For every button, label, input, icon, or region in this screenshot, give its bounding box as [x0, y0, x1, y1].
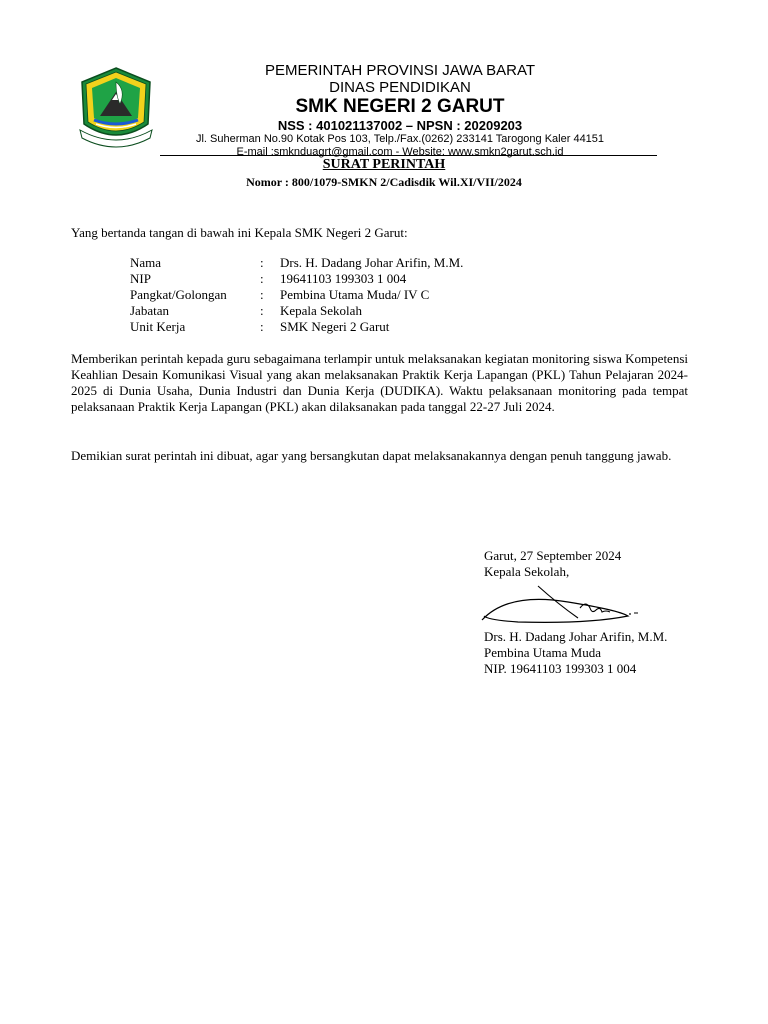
identity-separator: : [260, 287, 264, 302]
identity-separator: : [260, 319, 264, 334]
identity-separator: : [260, 303, 264, 318]
identity-label: Pangkat/Golongan [130, 287, 227, 302]
identity-table [130, 255, 463, 335]
signature-position: Kepala Sekolah, [484, 564, 570, 579]
handwritten-signature-icon [478, 580, 658, 630]
government-name: PEMERINTAH PROVINSI JAWA BARAT [264, 62, 536, 79]
identity-value: 19641103 199303 1 004 [280, 271, 407, 286]
school-codes: NSS : 401021137002 – NPSN : 20209203 [277, 118, 523, 133]
identity-label: Nama [130, 255, 162, 270]
identity-row-unit [130, 319, 463, 335]
signature-header [484, 548, 621, 580]
signature-place-date: Garut, 27 September 2024 [484, 548, 622, 563]
letter-intro: Yang bertanda tangan di bawah ini Kepala SMK Negeri 2 Garut: [71, 225, 408, 240]
identity-value: Kepala Sekolah [280, 303, 362, 318]
signatory-name: Drs. H. Dadang Johar Arifin, M.M. [484, 629, 668, 644]
school-name: SMK NEGERI 2 GARUT [295, 96, 505, 117]
school-address: Jl. Suherman No.90 Kotak Pos 103, Telp./Fax.(0262) 233141 Tarogong Kaler 44151 [195, 133, 605, 145]
signatory-rank: Pembina Utama Muda [484, 645, 601, 660]
identity-separator: : [260, 255, 264, 270]
signatory-nip: NIP. 19641103 199303 1 004 [484, 661, 637, 676]
identity-row-nama [130, 255, 463, 271]
letter-body-paragraph: Memberikan perintah kepada guru sebagaimana terlampir untuk melaksanakan kegiatan monitoring siswa Kompetensi Keahlian Desain Komunikasi Visual yang akan melaksanakan Praktik Kerja Lapangan (PKL) Tahun Pelajaran 2024-2025 di Dunia Usaha, Dunia Industri dan Dunia Kerja (DUDIKA). Waktu pelaksanaan monitoring pada tempat pelaksanaan Praktik Kerja Lapangan (PKL) akan dilaksanakan pada tanggal 22-27 Juli 2024. [71, 351, 688, 414]
identity-label: Jabatan [130, 303, 169, 318]
letter-number: Nomor : 800/1079-SMKN 2/Cadisdik Wil.XI/VII/2024 [246, 175, 522, 189]
identity-label: Unit Kerja [130, 319, 186, 334]
letter-title: SURAT PERINTAH [322, 157, 446, 172]
signatory-block [484, 629, 667, 677]
letter-closing-paragraph: Demikian surat perintah ini dibuat, agar yang bersangkutan dapat melaksanakannya dengan penuh tanggung jawab. [71, 448, 672, 463]
identity-value: Pembina Utama Muda/ IV C [280, 287, 430, 302]
letterhead [160, 62, 640, 159]
identity-row-pangkat [130, 287, 463, 303]
identity-separator: : [260, 271, 264, 286]
identity-value: SMK Negeri 2 Garut [280, 319, 390, 334]
identity-row-jabatan [130, 303, 463, 319]
agency-name: DINAS PENDIDIKAN [329, 79, 471, 96]
identity-value: Drs. H. Dadang Johar Arifin, M.M. [280, 255, 464, 270]
identity-row-nip [130, 271, 463, 287]
jawa-barat-emblem-icon [76, 66, 156, 150]
school-contact: E-mail :smknduagrt@gmail.com - Website: www.smkn2garut.sch.id [236, 146, 564, 158]
identity-label: NIP [130, 271, 151, 286]
